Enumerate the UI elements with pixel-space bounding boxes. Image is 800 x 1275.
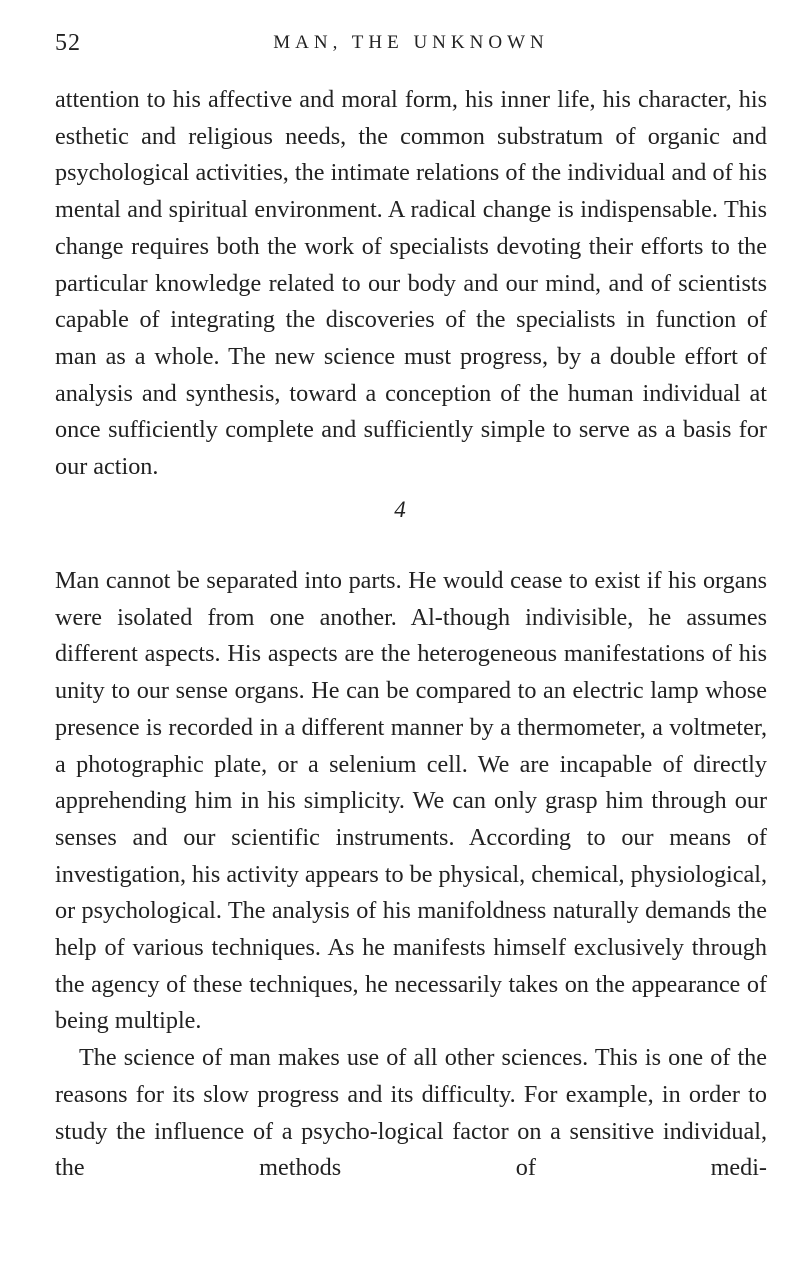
page-header xyxy=(55,30,767,60)
body-text-section xyxy=(55,563,767,1187)
paragraph: The science of man makes use of all other sciences. This is one of the reasons for its slow progress and its difficulty. For example, in order to study the influence of a psycho-logical factor on a sensitive individual, the methods of medi- xyxy=(55,1044,767,1182)
body-text-top xyxy=(55,82,767,486)
section-number: 4 xyxy=(394,497,406,522)
running-head: MAN, THE UNKNOWN xyxy=(273,32,549,53)
paragraph: Man cannot be separated into parts. He would cease to exist if his organs were isolated from one another. Al-though indivisible, he assumes different aspects. His aspects are the heterogeneous manifestations of his unity to our sense organs. He can be compared to an electric lamp whose presence is recorded in a different manner by a thermometer, a voltmeter, a photographic plate, or a selenium cell. We are incapable of directly apprehending him in his simplicity. We can only grasp him through our senses and our scientific instruments. According to our means of investigation, his activity appears to be physical, chemical, physiological, or psychological. The analysis of his manifoldness naturally demands the help of various techniques. As he manifests himself exclusively through the agency of these techniques, he necessarily takes on the appearance of being multiple. xyxy=(55,567,768,1035)
page-number: 52 xyxy=(55,30,81,56)
paragraph: attention to his affective and moral form, his inner life, his character, his esthetic and religious needs, the common substratum of organic and psychological activities, the intimate relations of the individual and of his mental and spiritual environment. A radical change is indispensable. This change requires both the work of specialists devoting their efforts to the particular knowledge related to our body and our mind, and of scientists capable of integrating the discoveries of the specialists in function of man as a whole. The new science must progress, by a double effort of analysis and synthesis, toward a conception of the human individual at once sufficiently complete and sufficiently simple to serve as a basis for our action. xyxy=(55,86,767,481)
